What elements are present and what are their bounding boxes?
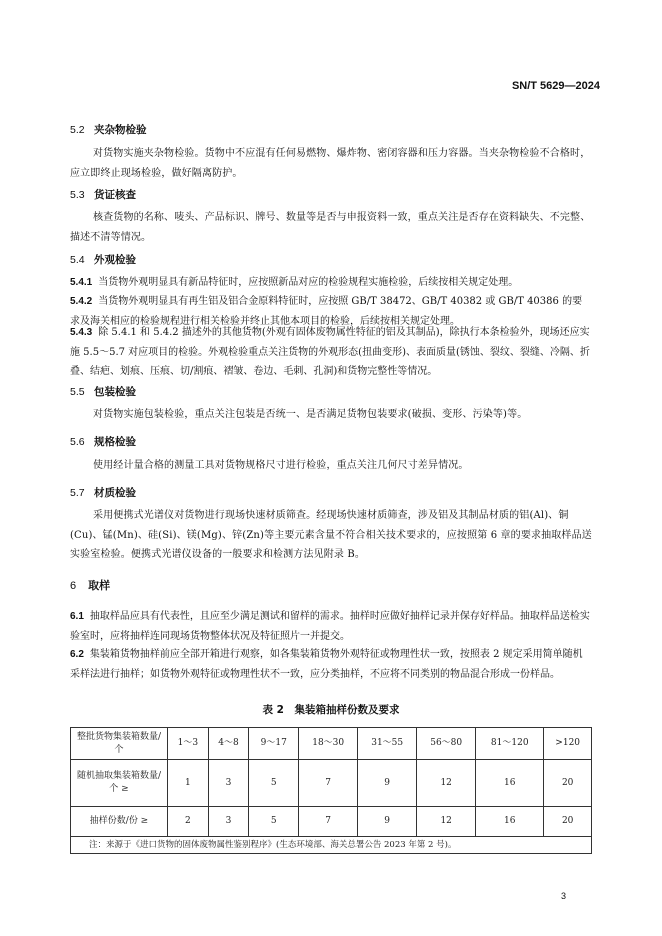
clause-number: 5.4.1: [70, 277, 93, 288]
heading-number: 5.6: [70, 436, 85, 448]
heading-title: 取样: [88, 579, 111, 592]
heading-title: 规格检验: [94, 436, 136, 448]
table-cell: 16: [476, 807, 544, 837]
heading-5-2: [70, 122, 147, 137]
table-cell: 31～55: [358, 728, 417, 760]
table-cell: 7: [299, 760, 358, 807]
table-cell: 1～3: [168, 728, 209, 760]
heading-5-5: [70, 384, 136, 399]
paragraph-5-3: 核查货物的名称、唛头、产品标识、牌号、数量等是否与申报资料一致，重点关注是否存在资料缺失、不完整、描述不清等情况。: [70, 212, 591, 243]
clause-5-4-3: [70, 323, 592, 382]
sampling-table: [70, 727, 592, 854]
table-cell: 9～17: [249, 728, 299, 760]
heading-title: 材质检验: [94, 487, 136, 499]
clause-number: 5.4.3: [70, 327, 93, 338]
table-cell: 12: [417, 760, 476, 807]
heading-title: 外观检验: [94, 254, 136, 266]
table-cell: 9: [358, 807, 417, 837]
paragraph-5-5: 对货物实施包装检验，重点关注包装是否统一、是否满足货物包装要求(破损、变形、污染等)等。: [93, 409, 528, 420]
heading-number: 5.2: [70, 124, 85, 136]
paragraph-5-7: 采用便携式光谱仪对货物进行现场快速材质筛查。经现场快速材质筛查，涉及铝及其制品材质的铝(Al)、铜(Cu)、锰(Mn)、硅(Si)、镁(Mg)、锌(Zn)等主要元素含量不符合相关技术要求的，应按照第 6 章的要求抽取样品送实验室检验。便携式光谱仪设备的一般要求和检测方法见附录 B。: [70, 510, 592, 560]
heading-5-6: [70, 434, 136, 449]
clause-6-2: [70, 645, 592, 684]
table-cell: 20: [544, 760, 592, 807]
table-cell: 9: [358, 760, 417, 807]
row-label: 抽样份数/份 ≥: [71, 807, 168, 837]
clause-5-4-1: [70, 273, 592, 293]
table-cell: 16: [476, 760, 544, 807]
clause-number: 6.2: [70, 649, 84, 660]
clause-text: 集装箱货物抽样前应全部开箱进行观察，如各集装箱货物外观特征或物理性状一致，按照表 2 规定采用简单随机采样法进行抽样；如货物外观特征或物理性状不一致，应分类抽样，不应将不同类别的物品混合形成一份样品。: [70, 649, 583, 680]
heading-5-4: [70, 252, 136, 267]
row-label: 整批货物集装箱数量/个: [71, 728, 168, 760]
heading-title: 货证核查: [94, 189, 136, 201]
page-number: 3: [560, 891, 566, 901]
table-cell: 7: [299, 807, 358, 837]
heading-number: 5.3: [70, 189, 85, 201]
heading-6: [70, 577, 110, 593]
heading-5-7: [70, 485, 136, 500]
table-row: [71, 728, 592, 760]
table-row: [71, 837, 592, 854]
table-cell: 18～30: [299, 728, 358, 760]
table-cell: 1: [168, 760, 209, 807]
heading-title: 包装检验: [94, 386, 136, 398]
standard-number: SN/T 5629—2024: [511, 80, 600, 92]
table-note: 注：来源于《进口货物的固体废物属性鉴别程序》(生态环境部、海关总署公告 2023 年第 2 号)。: [71, 837, 592, 854]
clause-number: 6.1: [70, 611, 84, 622]
clause-text: 当货物外观明显具有再生铝及铝合金原料特征时，应按照 GB/T 38472、GB/T 40382 或 GB/T 40386 的要求及海关相应的检验规程进行相关检验并终止其他本项目的检验，后续按相关规定处理。: [70, 296, 583, 327]
table-caption: 表 2 集装箱抽样份数及要求: [262, 704, 400, 716]
table-row: [71, 807, 592, 837]
clause-text: 抽取样品应具有代表性，且应至少满足测试和留样的需求。抽样时应做好抽样记录并保存好样品。抽取样品送检实验室时，应将抽样连同现场货物整体状况及特征照片一并提交。: [70, 611, 590, 642]
heading-number: 5.4: [70, 254, 85, 266]
clause-6-1: [70, 607, 592, 646]
row-label: 随机抽取集装箱数量/个 ≥: [71, 760, 168, 807]
table-cell: >120: [544, 728, 592, 760]
paragraph-5-6: 使用经计量合格的测量工具对货物规格尺寸进行检验，重点关注几何尺寸差异情况。: [93, 460, 469, 471]
table-cell: 3: [208, 760, 249, 807]
table-cell: 5: [249, 807, 299, 837]
table-cell: 56～80: [417, 728, 476, 760]
clause-text: 除 5.4.1 和 5.4.2 描述外的其他货物(外观有固体废物属性特征的铝及其制品)，除执行本条检验外，现场还应实施 5.5～5.7 对应项目的检验。外观检验重点关注货物的外观形态(扭曲变形)、表面质量(锈蚀、裂纹、裂缝、冷隔、折叠、结疤、划痕、压痕、切/割痕、褶皱、卷边、毛刺、孔洞)和货物完整性等情况。: [70, 327, 590, 377]
clause-text: 当货物外观明显具有新品特征时，应按照新品对应的检验规程实施检验，后续按相关规定处理。: [98, 277, 519, 288]
heading-5-3: [70, 187, 136, 202]
table-cell: 20: [544, 807, 592, 837]
heading-number: 6: [70, 580, 77, 592]
table-cell: 5: [249, 760, 299, 807]
table-row: [71, 760, 592, 807]
heading-number: 5.7: [70, 487, 85, 499]
table-cell: 3: [208, 807, 249, 837]
table-cell: 4～8: [208, 728, 249, 760]
table-cell: 2: [168, 807, 209, 837]
heading-title: 夹杂物检验: [94, 124, 147, 136]
paragraph-5-2: 对货物实施夹杂物检验。货物中不应混有任何易燃物、爆炸物、密闭容器和压力容器。当夹杂物检验不合格时，应立即终止现场检验，做好隔离防护。: [70, 148, 591, 179]
table-cell: 81～120: [476, 728, 544, 760]
table-cell: 12: [417, 807, 476, 837]
clause-number: 5.4.2: [70, 296, 93, 307]
heading-number: 5.5: [70, 386, 85, 398]
